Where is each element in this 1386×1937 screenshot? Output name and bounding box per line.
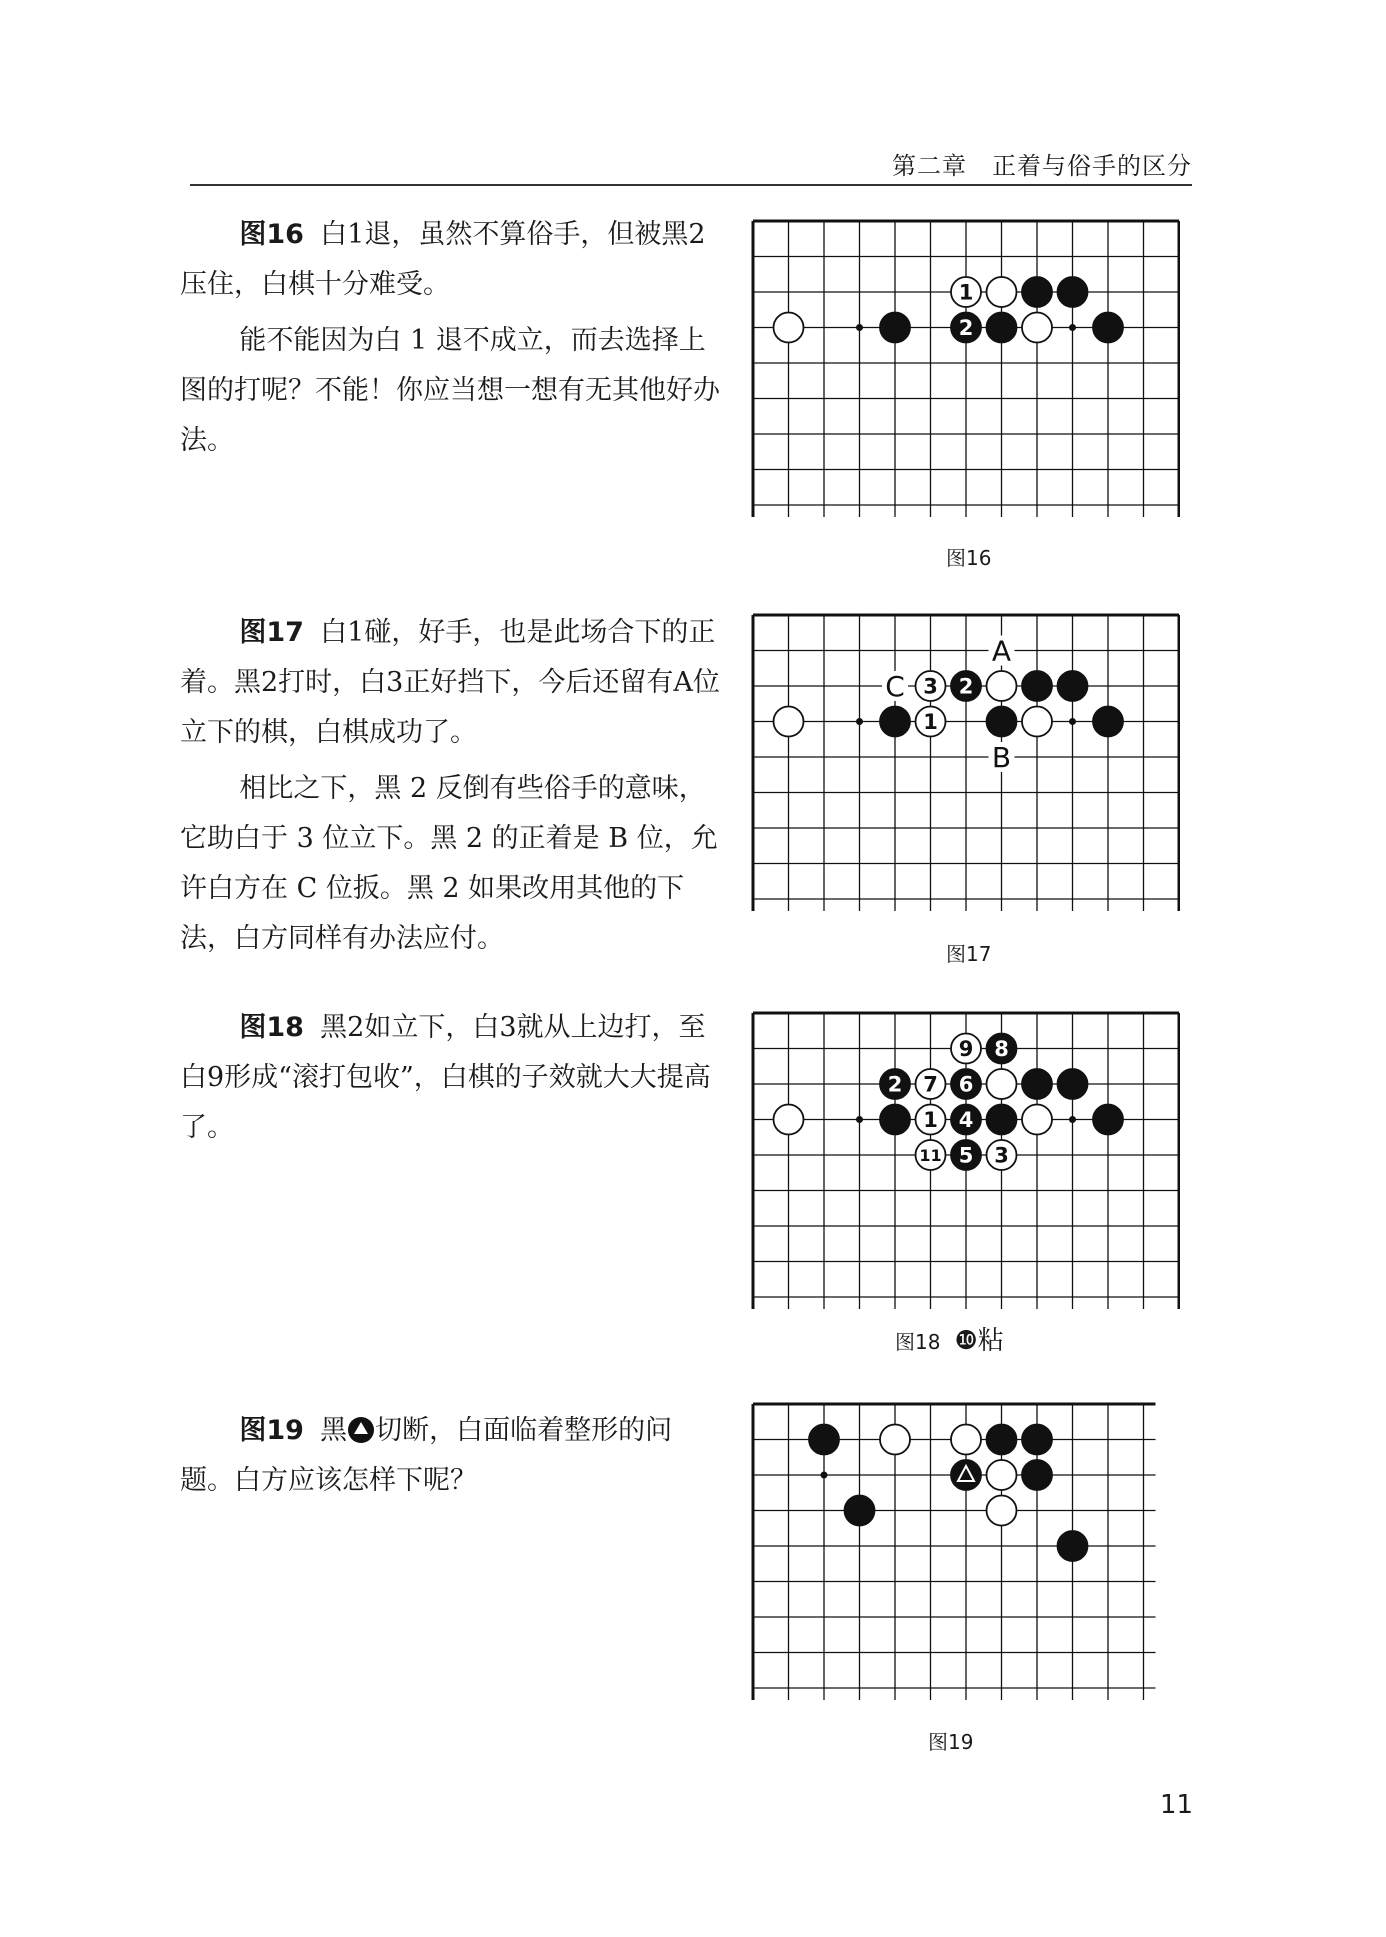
go-diagram-16 <box>740 210 1180 520</box>
paragraph-text: 能不能因为白 1 退不成立，而去选择上图的打呢？不能！你应当想一想有无其他好办法。 <box>180 325 720 456</box>
white-stone <box>1022 707 1052 737</box>
move-number: 1 <box>923 1108 938 1133</box>
caption-text: 图17 <box>946 942 992 966</box>
figure-label: 图19 <box>239 1415 304 1446</box>
paragraph-text: 黑2如立下，白3就从上边打，至白9形成“滚打包收”，白棋的子效就大大提高了。 <box>180 1012 711 1143</box>
black-stone <box>987 707 1017 737</box>
white-stone <box>951 1425 981 1455</box>
black-stone <box>880 707 910 737</box>
paragraph <box>180 316 720 466</box>
white-stone <box>774 313 804 343</box>
figure-label: 图16 <box>239 219 304 250</box>
black-stone <box>809 1425 839 1455</box>
page-header <box>190 140 1192 186</box>
black-stone <box>987 1105 1017 1135</box>
paragraph <box>180 1003 720 1153</box>
white-stone <box>880 1425 910 1455</box>
move-number: 3 <box>994 1143 1009 1168</box>
black-stone <box>1058 277 1088 307</box>
point-label-C: C <box>885 670 905 703</box>
white-stone <box>987 277 1017 307</box>
caption-note: ❿粘 <box>954 1326 1004 1356</box>
black-stone <box>880 1105 910 1135</box>
white-stone <box>987 1069 1017 1099</box>
star-point <box>856 1116 863 1123</box>
move-number: 11 <box>919 1145 942 1165</box>
move-number: 2 <box>887 1072 903 1097</box>
black-stone <box>1093 707 1123 737</box>
chapter-title: 第二章 正着与俗手的区分 <box>892 152 1192 180</box>
paragraph-text: 相比之下，黑 2 反倒有些俗手的意味，它助白于 3 位立下。黑 2 的正着是 B 位，允许白方在 C 位扳。黑 2 如果改用其他的下法，白方同样有办法应付。 <box>180 773 718 954</box>
black-stone <box>1058 1069 1088 1099</box>
caption-text: 图16 <box>946 546 992 570</box>
paragraph-text: 白1碰，好手，也是此场合下的正着。黑2打时，白3正好挡下，今后还留有A位立下的棋，白棋成功了。 <box>180 617 720 748</box>
point-label-B: B <box>991 741 1012 774</box>
white-stone <box>987 671 1017 701</box>
black-stone <box>845 1496 875 1526</box>
header-rule <box>190 184 1192 186</box>
move-number: 1 <box>923 710 938 735</box>
section-18-text <box>180 1003 720 1153</box>
move-number: 5 <box>958 1143 974 1168</box>
black-stone <box>1022 1069 1052 1099</box>
move-number: 9 <box>958 1037 974 1062</box>
white-stone <box>774 707 804 737</box>
star-point <box>856 324 863 331</box>
paragraph-text: 白1退，虽然不算俗手，但被黑2压住，白棋十分难受。 <box>180 219 706 300</box>
go-diagram-18 <box>740 1002 1180 1312</box>
figure-label: 图17 <box>239 617 304 648</box>
move-number: 2 <box>958 316 974 341</box>
black-triangle-stone-icon <box>348 1417 374 1443</box>
figure-label: 图18 <box>239 1012 304 1043</box>
white-stone <box>774 1105 804 1135</box>
paragraph <box>180 764 720 964</box>
white-stone <box>1022 313 1052 343</box>
move-number: 3 <box>923 674 938 699</box>
star-point <box>821 1472 828 1479</box>
caption-text: 图18 <box>895 1330 941 1354</box>
black-stone <box>1093 313 1123 343</box>
black-stone <box>987 313 1017 343</box>
caption-text: 图19 <box>928 1730 974 1754</box>
black-stone <box>987 1425 1017 1455</box>
black-stone <box>1022 1460 1052 1490</box>
point-label-A: A <box>991 634 1012 668</box>
black-stone <box>1022 671 1052 701</box>
white-stone <box>1022 1105 1052 1135</box>
section-19-text <box>180 1406 720 1506</box>
black-stone <box>1022 277 1052 307</box>
paragraph-text: 黑 <box>320 1415 348 1446</box>
star-point <box>1069 718 1076 725</box>
section-16-text <box>180 210 720 466</box>
white-stone <box>987 1496 1017 1526</box>
black-stone <box>1093 1105 1123 1135</box>
section-17-text <box>180 608 720 964</box>
star-point <box>1069 1116 1076 1123</box>
black-stone <box>1022 1425 1052 1455</box>
figure-caption <box>946 542 991 571</box>
paragraph <box>180 608 720 758</box>
move-number: 6 <box>958 1072 974 1097</box>
figure-caption <box>895 1320 1004 1357</box>
move-number: 1 <box>958 280 974 305</box>
figure-caption <box>928 1726 973 1755</box>
move-number: 7 <box>923 1072 938 1097</box>
paragraph-text: 切断，白面临着整形的问题。白方应该怎样下呢？ <box>180 1415 673 1496</box>
black-stone <box>880 313 910 343</box>
move-number: 4 <box>958 1108 974 1133</box>
black-stone <box>1058 1531 1088 1561</box>
paragraph <box>180 1406 720 1506</box>
star-point <box>856 718 863 725</box>
white-stone <box>987 1460 1017 1490</box>
star-point <box>1069 324 1076 331</box>
go-diagram-17 <box>740 604 1180 914</box>
black-stone <box>1058 671 1088 701</box>
move-number: 2 <box>958 674 974 699</box>
page-number: 11 <box>1160 1790 1194 1820</box>
move-number: 8 <box>994 1037 1009 1062</box>
figure-caption <box>946 938 991 967</box>
paragraph <box>180 210 720 310</box>
go-diagram-19 <box>740 1396 1160 1706</box>
